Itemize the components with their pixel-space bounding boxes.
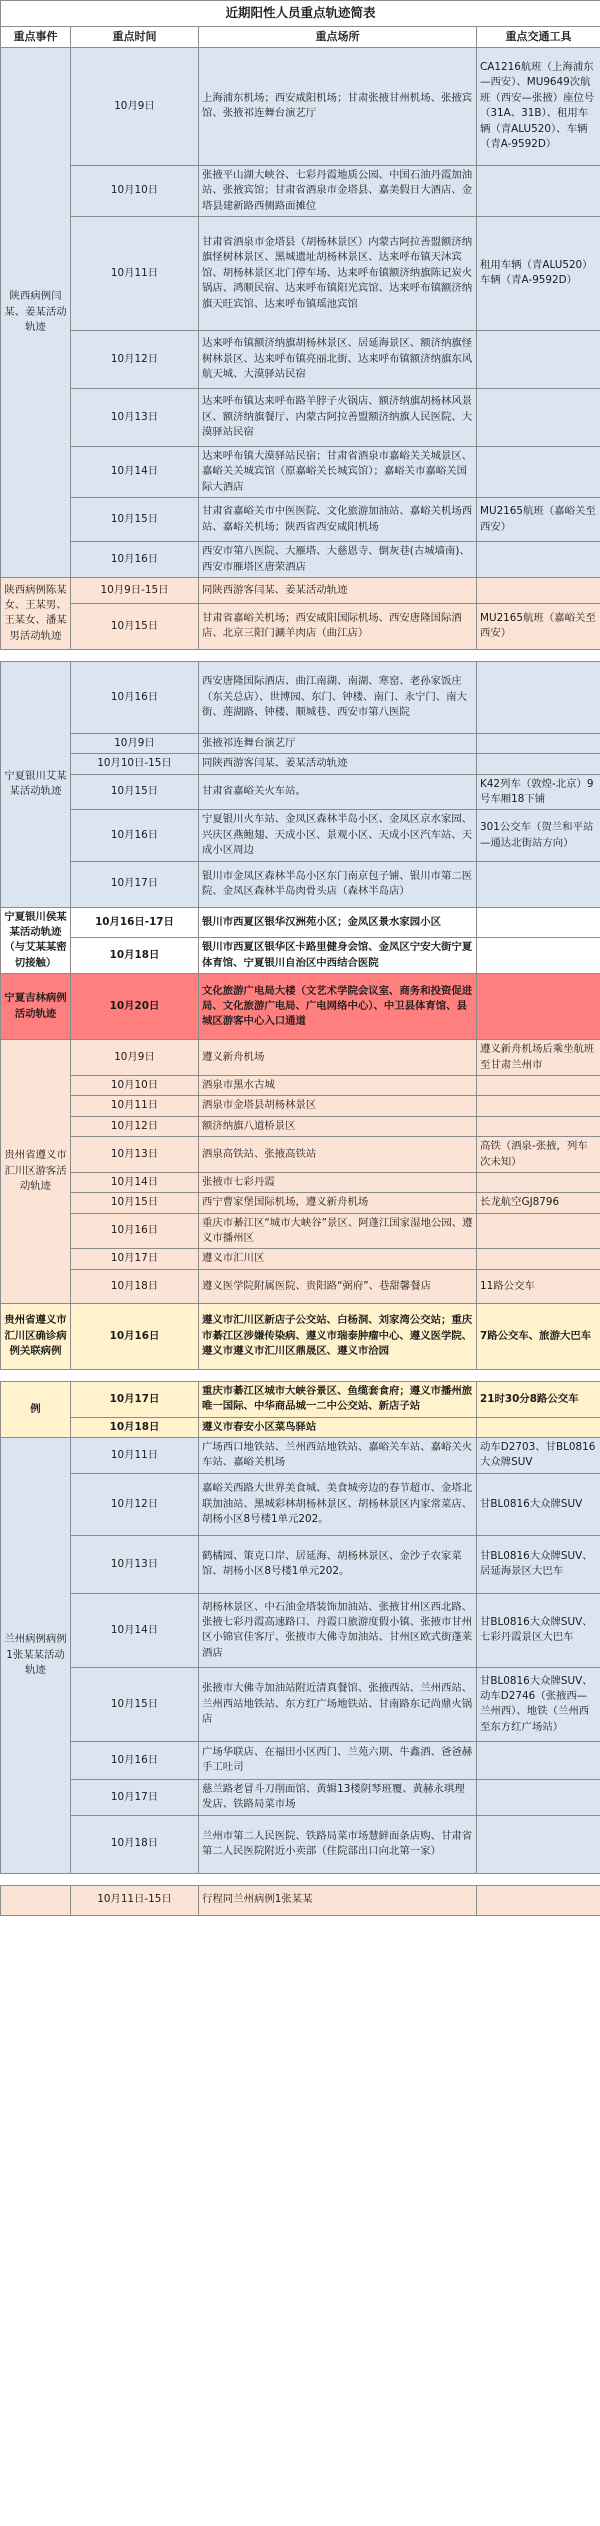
place-cell: 兰州市第二人民医院、铁路局菜市场慧鲜面条店购、甘肃省第二人民医院附近小卖部（住院部出口向北第一家） bbox=[199, 1815, 477, 1873]
transport-cell bbox=[477, 1096, 600, 1116]
time-cell: 10月13日 bbox=[71, 1535, 199, 1593]
transport-cell bbox=[477, 577, 600, 603]
event-cell: 贵州省遵义市汇川区游客活动轨迹 bbox=[1, 1040, 71, 1304]
place-cell: 酒泉市金塔县胡杨林景区 bbox=[199, 1096, 477, 1116]
time-cell: 10月17日 bbox=[71, 861, 199, 907]
transport-cell bbox=[477, 388, 600, 446]
time-cell: 10月16日 bbox=[71, 661, 199, 733]
table-row bbox=[1, 1269, 600, 1303]
table-row bbox=[1, 810, 600, 861]
event-cell: 宁夏银川艾某某活动轨迹 bbox=[1, 661, 71, 907]
time-cell: 10月18日 bbox=[71, 1417, 199, 1437]
event-cell: 宁夏吉林病例活动轨迹 bbox=[1, 974, 71, 1040]
place-cell: 遵义市汇川区新店子公交站、白杨洞、刘家湾公交站；重庆市綦江区涉嫌传染病、遵义市瑞泰肿瘤中心、遵义医学院、遵义市遵义市汇川区鼎晟区、遵义市洽园 bbox=[199, 1303, 477, 1369]
transport-cell bbox=[477, 1116, 600, 1136]
time-cell: 10月17日 bbox=[71, 1249, 199, 1269]
transport-cell bbox=[477, 1741, 600, 1779]
transport-cell: 甘BL0816大众牌SUV bbox=[477, 1473, 600, 1535]
transport-cell bbox=[477, 1417, 600, 1437]
transport-cell bbox=[477, 974, 600, 1040]
table-row bbox=[1, 1667, 600, 1741]
time-cell: 10月11日-15日 bbox=[71, 1885, 199, 1915]
time-cell: 10月12日 bbox=[71, 1116, 199, 1136]
time-cell: 10月16日 bbox=[71, 810, 199, 861]
transport-cell bbox=[477, 165, 600, 216]
time-cell: 10月17日 bbox=[71, 1381, 199, 1417]
transport-cell: 21时30分8路公交车 bbox=[477, 1381, 600, 1417]
time-cell: 10月14日 bbox=[71, 1172, 199, 1192]
transport-cell bbox=[477, 937, 600, 973]
place-cell: 酒泉高铁站、张掖高铁站 bbox=[199, 1137, 477, 1173]
table-row bbox=[1, 1885, 600, 1915]
table-body bbox=[1, 1, 600, 1916]
table-row bbox=[1, 1193, 600, 1213]
section-gap bbox=[1, 649, 600, 661]
time-cell: 10月12日 bbox=[71, 330, 199, 388]
table-row bbox=[1, 1593, 600, 1667]
transport-cell bbox=[477, 733, 600, 753]
event-cell: 陕西病例陈某女、王某男、王某女、潘某男活动轨迹 bbox=[1, 577, 71, 649]
time-cell: 10月10日 bbox=[71, 165, 199, 216]
table-row bbox=[1, 937, 600, 973]
time-cell: 10月17日 bbox=[71, 1779, 199, 1815]
table-row bbox=[1, 1473, 600, 1535]
place-cell: 胡杨林景区、中石油金塔装饰加油站、张掖甘州区西北路、张掖七彩丹霞高速路口、丹霞口旅游度假小镇、张掖市甘州区小锦官佳客厅、张掖市大佛寺加油站、甘州区欧式街蓬莱酒店 bbox=[199, 1593, 477, 1667]
table-row bbox=[1, 542, 600, 578]
time-cell: 10月16日-17日 bbox=[71, 907, 199, 937]
time-cell: 10月16日 bbox=[71, 542, 199, 578]
transport-cell bbox=[477, 1779, 600, 1815]
table-row bbox=[1, 388, 600, 446]
time-cell: 10月18日 bbox=[71, 1269, 199, 1303]
column-header-transport: 重点交通工具 bbox=[477, 26, 600, 47]
time-cell: 10月15日 bbox=[71, 1667, 199, 1741]
place-cell: 张掖市大佛寺加油站附近清真餐馆、张掖西站、兰州西站、兰州西站地铁站、东方红广场地铁站、甘南路东记尚鼎火锅店 bbox=[199, 1667, 477, 1741]
transport-cell: 301公交车（贺兰和平站—通达北街站方向） bbox=[477, 810, 600, 861]
column-header-time: 重点时间 bbox=[71, 26, 199, 47]
transport-cell: 动车D2703、甘BL0816大众牌SUV bbox=[477, 1438, 600, 1474]
transport-cell bbox=[477, 330, 600, 388]
place-cell: 遵义市汇川区 bbox=[199, 1249, 477, 1269]
section-gap-cell bbox=[1, 1369, 600, 1381]
table-row bbox=[1, 1137, 600, 1173]
section-gap bbox=[1, 1873, 600, 1885]
table-row bbox=[1, 754, 600, 774]
table-row bbox=[1, 165, 600, 216]
transport-cell bbox=[477, 542, 600, 578]
table-row bbox=[1, 603, 600, 649]
table-row bbox=[1, 1116, 600, 1136]
time-cell: 10月9日 bbox=[71, 47, 199, 165]
table-row bbox=[1, 1249, 600, 1269]
place-cell: 遵义市春安小区菜鸟驿站 bbox=[199, 1417, 477, 1437]
transport-cell: 高铁（酒泉-张掖，列车次未知） bbox=[477, 1137, 600, 1173]
time-cell: 10月20日 bbox=[71, 974, 199, 1040]
transport-cell: K42列车（敦煌-北京）9号车厢18下铺 bbox=[477, 774, 600, 810]
place-cell: 上海浦东机场；西安咸阳机场；甘肃张掖甘州机场、张掖宾馆、张掖祁连舞台演艺厅 bbox=[199, 47, 477, 165]
table-row bbox=[1, 577, 600, 603]
transport-cell: CA1216航班（上海浦东—西安）、MU9649次航班（西安—张掖）座位号（31A、31B）、租用车辆（青ALU520）、车辆（青A-9592D） bbox=[477, 47, 600, 165]
table-row bbox=[1, 1417, 600, 1437]
transport-cell: 甘BL0816大众牌SUV、居延海景区大巴车 bbox=[477, 1535, 600, 1593]
place-cell: 银川市金凤区森林半岛小区东门南京包子铺、银川市第二医院、金凤区森林半岛肉骨头店（森林半岛店） bbox=[199, 861, 477, 907]
time-cell: 10月9日 bbox=[71, 1040, 199, 1076]
section-gap-cell bbox=[1, 1873, 600, 1885]
transport-cell bbox=[477, 1172, 600, 1192]
table-row bbox=[1, 1535, 600, 1593]
place-cell: 达来呼布镇额济纳旗胡杨林景区、居延海景区、额济纳旗怪树林景区、达来呼布镇亮丽北街、达来呼布镇额济纳旗东风航天城、大漠驿站民宿 bbox=[199, 330, 477, 388]
table-row bbox=[1, 661, 600, 733]
place-cell: 重庆市綦江区城市大峡谷景区、鱼缆套食府；遵义市播州旅唯一国际、中华商品城一二中公交站、新店子站 bbox=[199, 1381, 477, 1417]
time-cell: 10月9日-15日 bbox=[71, 577, 199, 603]
place-cell: 银川市西夏区银华区卡路里健身会馆、金凤区宁安大街宁夏体育馆、宁夏银川自治区中西结合医院 bbox=[199, 937, 477, 973]
place-cell: 额济纳旗八道桥景区 bbox=[199, 1116, 477, 1136]
place-cell: 西安市第八医院、大雁塔、大慈恩寺、倒灰巷(古城墙南)、西安市雁塔区唐荣酒店 bbox=[199, 542, 477, 578]
time-cell: 10月11日 bbox=[71, 1096, 199, 1116]
place-cell: 西安唐隆国际酒店、曲江南湖、南湖、寒窑、老孙家饭庄（东关总店）、世博园、东门、钟楼、南门、永宁门、南大街、莲湖路、钟楼、顺城巷、西安市第八医院 bbox=[199, 661, 477, 733]
place-cell: 张掖平山湖大峡谷、七彩丹霞地质公园、中国石油丹霞加油站、张掖宾馆；甘肃省酒泉市金塔县、嘉美假日大酒店、金塔县建新路西侧路面摊位 bbox=[199, 165, 477, 216]
place-cell: 同陕西游客闫某、姜某活动轨迹 bbox=[199, 754, 477, 774]
table-row bbox=[1, 47, 600, 165]
transport-cell bbox=[477, 446, 600, 497]
table-row bbox=[1, 216, 600, 330]
transport-cell bbox=[477, 861, 600, 907]
table-row bbox=[1, 446, 600, 497]
transport-cell bbox=[477, 1815, 600, 1873]
time-cell: 10月14日 bbox=[71, 446, 199, 497]
place-cell: 遵义新舟机场 bbox=[199, 1040, 477, 1076]
transport-cell bbox=[477, 1249, 600, 1269]
table-row bbox=[1, 498, 600, 542]
event-cell: 陕西病例闫某、姜某活动轨迹 bbox=[1, 47, 71, 577]
column-header-place: 重点场所 bbox=[199, 26, 477, 47]
table-row bbox=[1, 1213, 600, 1249]
time-cell: 10月9日 bbox=[71, 733, 199, 753]
event-cell: 例 bbox=[1, 1381, 71, 1437]
time-cell: 10月18日 bbox=[71, 1815, 199, 1873]
time-cell: 10月10日-15日 bbox=[71, 754, 199, 774]
place-cell: 甘肃省嘉峪关市中医医院、文化旅游加油站、嘉峪关机场西站、嘉峪关机场；陕西省西安咸阳机场 bbox=[199, 498, 477, 542]
transport-cell bbox=[477, 754, 600, 774]
time-cell: 10月12日 bbox=[71, 1473, 199, 1535]
place-cell: 鹤橘园、策克口岸、居延海、胡杨林景区、金沙子农家菜馆、胡杨小区8号楼1单元202。 bbox=[199, 1535, 477, 1593]
transport-cell: 11路公交车 bbox=[477, 1269, 600, 1303]
place-cell: 嘉峪关西路大世界美食城、美食城旁边的春节超市、金塔北联加油站、黑城彩林胡杨林景区、胡杨林景区内家常菜店、胡杨小区8号楼1单元202。 bbox=[199, 1473, 477, 1535]
transport-cell: MU2165航班（嘉峪关至西安） bbox=[477, 603, 600, 649]
table-row bbox=[1, 1779, 600, 1815]
table-row bbox=[1, 1172, 600, 1192]
time-cell: 10月16日 bbox=[71, 1213, 199, 1249]
time-cell: 10月14日 bbox=[71, 1593, 199, 1667]
transport-cell: MU2165航班（嘉峪关至西安） bbox=[477, 498, 600, 542]
place-cell: 张掖市七彩丹霞 bbox=[199, 1172, 477, 1192]
time-cell: 10月11日 bbox=[71, 1438, 199, 1474]
place-cell: 达来呼布镇达来呼布路羊脖子火锅店、额济纳旗胡杨林风景区、额济纳旗餐厅、内蒙古阿拉善盟额济纳旗人民医院、大漠驿站民宿 bbox=[199, 388, 477, 446]
time-cell: 10月15日 bbox=[71, 498, 199, 542]
place-cell: 慈兰路老冒斗刀削面馆、黄辑13楼阴琴班覆、黄赫永琪理发店、铁路局菜市场 bbox=[199, 1779, 477, 1815]
place-cell: 宁夏银川火车站、金凤区森林半岛小区、金凤区京水家园、兴庆区燕鲍翅、天成小区、景观小区、天成小区汽车站、天成小区周边 bbox=[199, 810, 477, 861]
table-row bbox=[1, 330, 600, 388]
time-cell: 10月18日 bbox=[71, 937, 199, 973]
time-cell: 10月11日 bbox=[71, 216, 199, 330]
title-row bbox=[1, 1, 600, 27]
place-cell: 银川市西夏区银华汉洲苑小区；金凤区景水家园小区 bbox=[199, 907, 477, 937]
transport-cell bbox=[477, 1885, 600, 1915]
event-cell: 贵州省遵义市汇川区确诊病例关联病例 bbox=[1, 1303, 71, 1369]
table-row bbox=[1, 1438, 600, 1474]
event-cell: 宁夏银川侯某某活动轨迹（与艾某某密切接触） bbox=[1, 907, 71, 974]
time-cell: 10月16日 bbox=[71, 1303, 199, 1369]
place-cell: 广场华联店、在福田小区西门、兰苑六期、牛鑫酒、爸爸赫手工吐司 bbox=[199, 1741, 477, 1779]
place-cell: 重庆市綦江区“城市大峡谷”景区、阿蓬江国家湿地公园、遵义市播州区 bbox=[199, 1213, 477, 1249]
place-cell: 甘肃省嘉峪关机场；西安咸阳国际机场、西安唐隆国际酒店、北京三阳门涮羊肉店（曲江店） bbox=[199, 603, 477, 649]
transport-cell bbox=[477, 661, 600, 733]
table-row bbox=[1, 774, 600, 810]
transport-cell bbox=[477, 1075, 600, 1095]
time-cell: 10月15日 bbox=[71, 1193, 199, 1213]
place-cell: 广场西口地铁站、兰州西站地铁站、嘉峪关车站、嘉峪关火车站、嘉峪关机场 bbox=[199, 1438, 477, 1474]
place-cell: 文化旅游广电局大楼（文艺术学院会议室、商务和投资促进局、文化旅游广电局、广电网络中心）、中卫县体育馆、县城区游客中心入口通道 bbox=[199, 974, 477, 1040]
time-cell: 10月15日 bbox=[71, 774, 199, 810]
transport-cell: 长龙航空GJ8796 bbox=[477, 1193, 600, 1213]
table-row bbox=[1, 1741, 600, 1779]
table-row bbox=[1, 1303, 600, 1369]
transport-cell: 甘BL0816大众牌SUV、七彩丹霞景区大巴车 bbox=[477, 1593, 600, 1667]
table-row bbox=[1, 1040, 600, 1076]
place-cell: 遵义医学院附属医院、贵阳路“弼府”、巷甜馨餐店 bbox=[199, 1269, 477, 1303]
table-row bbox=[1, 861, 600, 907]
table-row bbox=[1, 1815, 600, 1873]
place-cell: 西宁曹家堡国际机场，遵义新舟机场 bbox=[199, 1193, 477, 1213]
time-cell: 10月16日 bbox=[71, 1741, 199, 1779]
table-row bbox=[1, 974, 600, 1040]
place-cell: 张掖祁连舞台演艺厅 bbox=[199, 733, 477, 753]
time-cell: 10月15日 bbox=[71, 603, 199, 649]
transport-cell: 7路公交车、旅游大巴车 bbox=[477, 1303, 600, 1369]
place-cell: 甘肃省酒泉市金塔县（胡杨林景区）内蒙古阿拉善盟额济纳旗怪树林景区、黑城遗址胡杨林景区、达来呼布镇天沐宾馆、胡杨林景区北门停车场、达来呼布镇额济纳旗陈记炭火锅店、鸿顺民宿、达来呼布镇阳光宾馆、达来呼布镇额济纳旗天旺宾馆、达来呼布镇瑶池宾馆 bbox=[199, 216, 477, 330]
transport-cell: 遵义新舟机场后乘坐航班至甘肃兰州市 bbox=[477, 1040, 600, 1076]
table-row bbox=[1, 1075, 600, 1095]
transport-cell: 租用车辆（青ALU520）车辆（青A-9592D） bbox=[477, 216, 600, 330]
table-row bbox=[1, 1096, 600, 1116]
transport-cell bbox=[477, 1213, 600, 1249]
place-cell: 行程同兰州病例1张某某 bbox=[199, 1885, 477, 1915]
time-cell: 10月13日 bbox=[71, 1137, 199, 1173]
event-cell bbox=[1, 1885, 71, 1915]
time-cell: 10月13日 bbox=[71, 388, 199, 446]
table-title: 近期阳性人员重点轨迹简表 bbox=[1, 1, 600, 27]
place-cell: 甘肃省嘉峪关火车站。 bbox=[199, 774, 477, 810]
event-cell: 兰州病例病例1张某某活动轨迹 bbox=[1, 1438, 71, 1874]
section-gap bbox=[1, 1369, 600, 1381]
table-row bbox=[1, 1381, 600, 1417]
place-cell: 达来呼布镇大漠驿站民宿；甘肃省酒泉市嘉峪关关城景区、嘉峪关关城宾馆（原嘉峪关长城宾馆）；嘉峪关市嘉峪关国际大酒店 bbox=[199, 446, 477, 497]
header-row bbox=[1, 26, 600, 47]
table-row bbox=[1, 733, 600, 753]
place-cell: 同陕西游客闫某、姜某活动轨迹 bbox=[199, 577, 477, 603]
time-cell: 10月10日 bbox=[71, 1075, 199, 1095]
transport-cell: 甘BL0816大众牌SUV、动车D2746（张掖西—兰州西）、地铁（兰州西至东方红广场站） bbox=[477, 1667, 600, 1741]
table-row bbox=[1, 907, 600, 937]
section-gap-cell bbox=[1, 649, 600, 661]
transport-cell bbox=[477, 907, 600, 937]
column-header-event: 重点事件 bbox=[1, 26, 71, 47]
place-cell: 酒泉市黑水古城 bbox=[199, 1075, 477, 1095]
